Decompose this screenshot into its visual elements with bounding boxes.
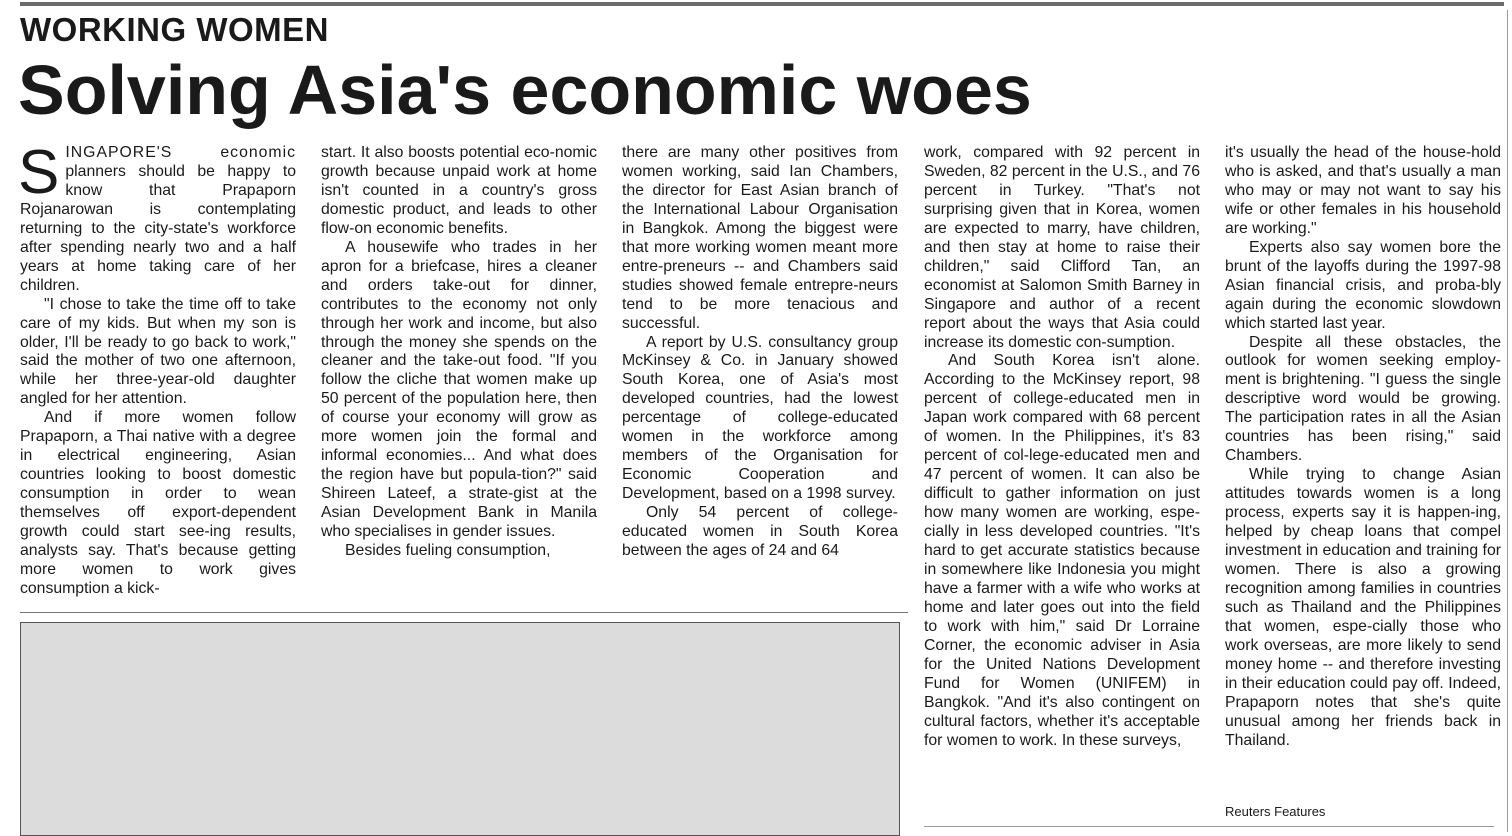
article-column-3 (622, 144, 898, 561)
paragraph: start. It also boosts potential eco-nomic growth because unpaid work at home isn't counted in a country's gross domestic product, and leads to other flow-on economic benefits. (321, 144, 597, 237)
lead-caps: INGAPORE'S economic (65, 144, 296, 161)
paragraph: And South Korea isn't alone. According to the McKinsey report, 98 percent of college-educated men in Japan work compared with 68 percent of women. In the Philippines, it's 83 percent of col-lege-educated men and 47 percent of women. It can also be difficult to gather information on just how many women are working, espe-cially in less developed countries. "It's hard to get accurate statistics because in somewhere like Indonesia you might have a farmer with a wife who works at home and later goes out into the field to work with him," said Dr Lorraine Corner, the economic adviser in Asia for the United Nations Development Fund for Women (UNIFEM) in Bangkok. "And it's also contingent on cultural factors, whether it's acceptable for women to work. In these surveys, (924, 352, 1200, 749)
lead-paragraph (18, 138, 296, 296)
photo-placeholder (20, 622, 900, 836)
paragraph: And if more women follow Prapaporn, a Thai native with a degree in electrical engineering, Asian countries looking to boost domestic consumption in order to wean themselves off export-dependent growth could start see-ing results, analysts say. That's because getting more women to work gives consumption a kick- (20, 409, 296, 597)
paragraph: While trying to change Asian attitudes towards women is a long process, experts say it is happen-ing, helped by cheap loans that compel investment in education and training for women. There is also a growing recognition among families in countries such as Thailand and the Philippines that women, espe-cially those who work overseas, are more likely to send money home -- and therefore investing in their education could pay off. Indeed, Prapaporn notes that she's quite unusual among her friends back in Thailand. (1225, 466, 1501, 749)
top-rule (20, 2, 1504, 6)
lead-text: planners should be happy to know that Prapaporn Rojanarowan is contemplating returning to the city-state's workforce after spending nearly two and a half years at home taking care of her children. (20, 162, 296, 294)
headline: Solving Asia's economic woes (18, 51, 1032, 129)
article-column-1 (18, 138, 296, 599)
paragraph: there are many other positives from women working, said Ian Chambers, the director for East Asian branch of the International Labour Organisation in Bangkok. Among the biggest were that more working women meant more entre-preneurs -- and Chambers said studies showed female entrepre-neurs tend to be more tenacious and successful. (622, 144, 898, 332)
article-column-5 (1225, 144, 1501, 751)
paragraph: Besides fueling consumption, (345, 542, 551, 560)
byline: Reuters Features (1225, 804, 1326, 819)
page-edge-rule (1507, 10, 1508, 832)
paragraph: A report by U.S. consultancy group McKinsey & Co. in January showed South Korea, one of Asia's most developed countries, had the lowest percentage of college-educated women in the workforce among members of the Organisation for Economic Cooperation and Development, based on a 1998 survey. (622, 333, 898, 503)
bottom-rule (924, 826, 1494, 827)
article-column-2 (321, 144, 597, 561)
paragraph: work, compared with 92 percent in Sweden, 82 percent in the U.S., and 76 percent in Turkey. "That's not surprising given that in Korea, women are expected to marry, have children, and then stay at home to raise their children," said Clifford Tan, an economist at Salomon Smith Barney in Singapore and author of a recent report about the ways that Asia could increase its domestic con-sumption. (924, 144, 1200, 351)
drop-cap: S (18, 138, 60, 207)
paragraph: Despite all these obstacles, the outlook for women seeking employ-ment is brightening. "I guess the single descriptive word would be growing. The participation rates in all the Asian countries has been rising," said Chambers. (1225, 333, 1501, 465)
paragraph: it's usually the head of the house-hold who is asked, and that's usually a man who may or may not want to say his wife or other females in his household are working." (1225, 144, 1501, 237)
paragraph: "I chose to take the time off to take care of my kids. But when my son is older, I'll be ready to go back to work," said the mother of two one afternoon, while her three-year-old daughter angled for her attention. (20, 295, 296, 408)
paragraph: Experts also say women bore the brunt of the layoffs during the 1997-98 Asian financial crisis, and proba-bly again during the economic slowdown which started last year. (1225, 238, 1501, 332)
photo-top-rule (20, 612, 908, 613)
article-column-4 (924, 144, 1200, 751)
paragraph: Only 54 percent of college-educated women in South Korea between the ages of 24 and 64 (622, 504, 898, 560)
paragraph: A housewife who trades in her apron for a briefcase, hires a cleaner and orders take-out for dinner, contributes to the economy not only through her work and income, but also through the money she spends on the cleaner and the take-out food. "If you follow the cliche that women make up 50 percent of the population here, then of course your economy will grow as more women join the formal and informal economies... And what does the region have but popula-tion?" said Shireen Lateef, a strate-gist at the Asian Development Bank in Manila who specialises in gender issues. (321, 238, 597, 541)
section-kicker: WORKING WOMEN (20, 11, 329, 48)
